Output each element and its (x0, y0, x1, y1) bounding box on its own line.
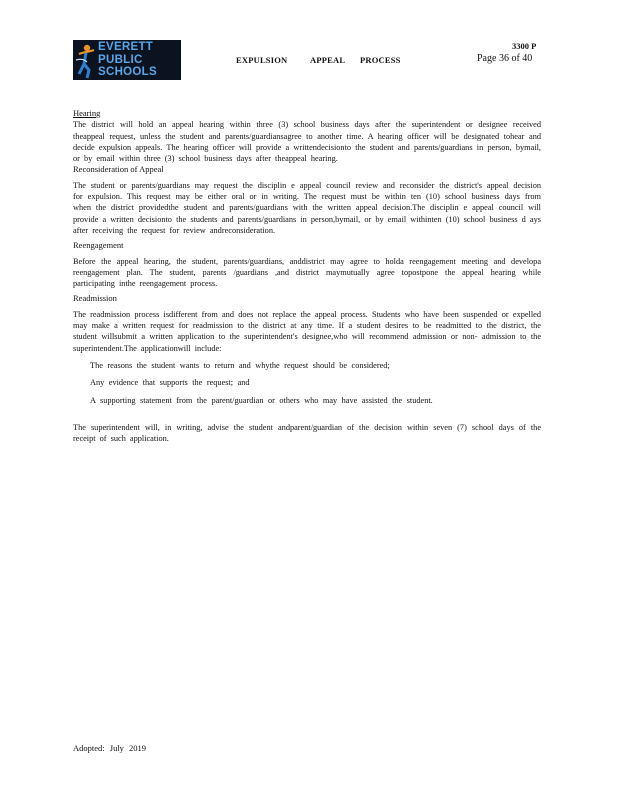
bullet-icon (73, 377, 90, 388)
header-title-word-1: EXPULSION (236, 55, 288, 65)
header-title-word-2: APPEAL (310, 55, 346, 65)
section-heading-reconsideration: Reconsideration of Appeal (73, 164, 164, 175)
school-district-logo (73, 40, 181, 80)
logo-line-3: SCHOOLS (98, 66, 157, 78)
adopted-date: Adopted: July 2019 (73, 743, 147, 753)
section-closing-readmission: The superintendent will, in writing, advise the student andparent/guardian of the decision within seven (7) school days of the receipt of such application. (73, 422, 541, 444)
policy-code: 3300 P (512, 41, 537, 51)
section-body-readmission: The readmission process isdifferent from and does not replace the appeal process. Students who have been suspended or expelled may make a written request for readmission to the district at any time. If a student desires to be readmitted to the district, the student willsubmit a written application to the superintendent's designee,who will recommend admission or non- admission to the superintendent.The applicationwill include: (73, 309, 541, 353)
list-item-text: A supporting statement from the parent/guardian or others who may have assisted the student. (90, 395, 433, 405)
section-heading-hearing: Hearing (73, 108, 101, 118)
list-item-text: The reasons the student wants to return and whythe request should be considered; (90, 360, 390, 370)
bullet-icon (73, 395, 90, 406)
bullet-icon (73, 360, 90, 371)
logo-line-2: PUBLIC (98, 53, 143, 66)
logo-figure-icon (73, 40, 99, 80)
logo-line-1: EVERETT (98, 41, 154, 53)
list-item (73, 395, 541, 406)
list-item (73, 377, 541, 388)
header-title-word-3: PROCESS (360, 55, 401, 65)
list-item (73, 360, 541, 371)
section-body-hearing: The district will hold an appeal hearing within three (3) school business days after the superintendent or designee received theappeal request, unless the student and parents/guardiansagree to another time. A hearing officer will be designated tohear and decide expulsion appeals. The hearing officer will provide a writtendecisionto the student and parents/guardians in person, bymail, or by email within three (3) school business days after theappeal hearing. (73, 120, 541, 164)
section-heading-reengagement: Reengagement (73, 240, 124, 251)
section-body-reconsideration: The student or parents/guardians may request the disciplin e appeal council review and reconsider the district's appeal decision for expulsion. This request may be either oral or in writing. The request must be within ten (10) school business days from when the district providedthe student and parents/guardians with the written appeal decision.The disciplin e appeal council will provide a written decisionto the students and parents/guardians in person,bymail, or by email withinten (10) school business d ays after receiving the request for review andreconsideration. (73, 180, 541, 235)
section-body-reengagement: Before the appeal hearing, the student, parents/guardians, anddistrict may agree to holda reengagement meeting and developa reengagement plan. The student, parents /guardians ,and district maymutually agree topostpone the appeal hearing while participating inthe reengagement process. (73, 256, 541, 289)
list-item-text: Any evidence that supports the request; and (90, 378, 250, 388)
page-number: Page 36 of 40 (477, 53, 533, 64)
document-body (73, 108, 541, 444)
section-heading-readmission: Readmission (73, 293, 117, 304)
